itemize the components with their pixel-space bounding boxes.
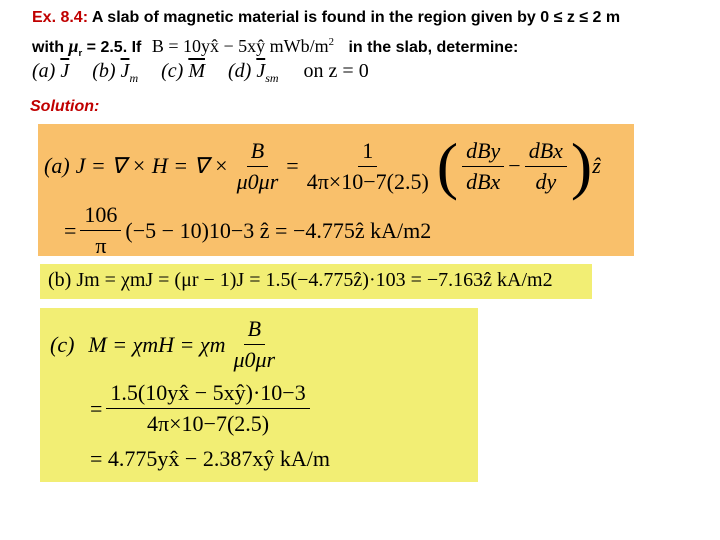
eq-c-lhs: M = χmH = χm: [88, 331, 226, 357]
part-d-label: (d): [227, 60, 252, 82]
eq-a-zhat: ẑ: [592, 153, 601, 178]
equation-b: (b) Jm = χmJ = (μr − 1)J = 1.5(−4.775ẑ)·103 = −7.163ẑ kA/m2: [48, 269, 553, 291]
equation-box-b: [40, 264, 592, 299]
eq-a-frac-b-mu: $\frac{B}{\mu 0\mu r}$: [236, 137, 279, 194]
eq-a-label: (a): [44, 153, 70, 178]
part-b-label: (b): [92, 60, 116, 82]
equation-c-line2: [90, 380, 314, 437]
problem-text-line1: A slab of magnetic material is found in the region given by 0 ≤ z ≤ 2 m: [91, 9, 621, 26]
mu-subscript: r: [78, 48, 83, 60]
eq-c-line2-equals: =: [90, 395, 103, 421]
eq-a-line2-result: (−5 − 10)10−3 ẑ = −4.775ẑ kA/m2: [125, 217, 432, 243]
equation-a-line2: [64, 202, 431, 259]
eq-a-frac-dbx: $\frac{\text{dBx}}{dy}$: [525, 138, 567, 195]
problem-statement-line1: [32, 8, 720, 28]
example-label: Ex. 8.4:: [32, 9, 89, 26]
eq-a-frac-1e6-pi: $\frac{106}{\pi}$: [80, 202, 121, 259]
problem-with-text: with: [32, 39, 64, 56]
equation-a-line1: (a) J = ∇ × H = ∇ × $\frac{B}{\mu 0\mu r}$ = $\frac{1}{4\pi\times 10-7(2.5)}$ ( $\frac{\text{dBy}}{\text{dBx}}$ − $\frac{\text{dBx}}{dy}$ ) ẑ: [44, 130, 601, 201]
eq-c-frac-magnetization: $\frac{1.5(10yx̂ - 5xŷ)\cdot 10-3}{4\pi\times 10-7(2.5)}$: [106, 380, 309, 437]
solution-label: Solution:: [30, 98, 100, 115]
eq-c-label: (c): [50, 331, 75, 357]
eq-a-equals: =: [286, 153, 299, 178]
eq-a-line2-equals: =: [64, 217, 77, 243]
part-d-symbol: $\overline{J}$: [256, 60, 266, 82]
equation-box-c: [40, 308, 478, 482]
mu-symbol: μ: [68, 36, 79, 56]
equation-c-line1: [50, 316, 283, 373]
part-a-symbol: $\overline{J}$: [60, 60, 70, 82]
equation-c-line3: = 4.775yx̂ − 2.387xŷ kA/m: [90, 446, 330, 471]
part-d-condition: on z = 0: [303, 60, 369, 82]
part-c-label: (c): [161, 60, 184, 82]
eq-a-frac-coefficient: $\frac{1}{4\pi\times 10-7(2.5)}$: [306, 137, 429, 194]
eq-a-frac-dby: $\frac{\text{dBy}}{\text{dBx}}$: [462, 138, 504, 195]
eq-a-minus: −: [508, 153, 521, 178]
problem-suffix-text: in the slab, determine:: [348, 39, 519, 56]
mu-value-text: = 2.5. If: [86, 39, 142, 56]
equation-box-a: [38, 124, 634, 256]
part-b-symbol: $\overline{J}$: [120, 60, 130, 82]
b-field-expression: B = 10yx̂ − 5xŷ mWb/$m^2$: [151, 36, 335, 56]
parts-list: (a) $\overline{J}$ (b) $\overline{J}_m$ (c) $\overline{M}$ (d) $\overline{J}_{sm}$ on z = 0: [32, 60, 369, 85]
part-a-label: (a): [32, 60, 56, 82]
eq-a-lhs: J = ∇ × H = ∇ ×: [75, 153, 229, 178]
eq-c-frac-b-mu: $\frac{B}{\mu 0\mu r}$: [233, 316, 276, 372]
part-c-symbol: $\overline{M}$: [188, 60, 205, 82]
